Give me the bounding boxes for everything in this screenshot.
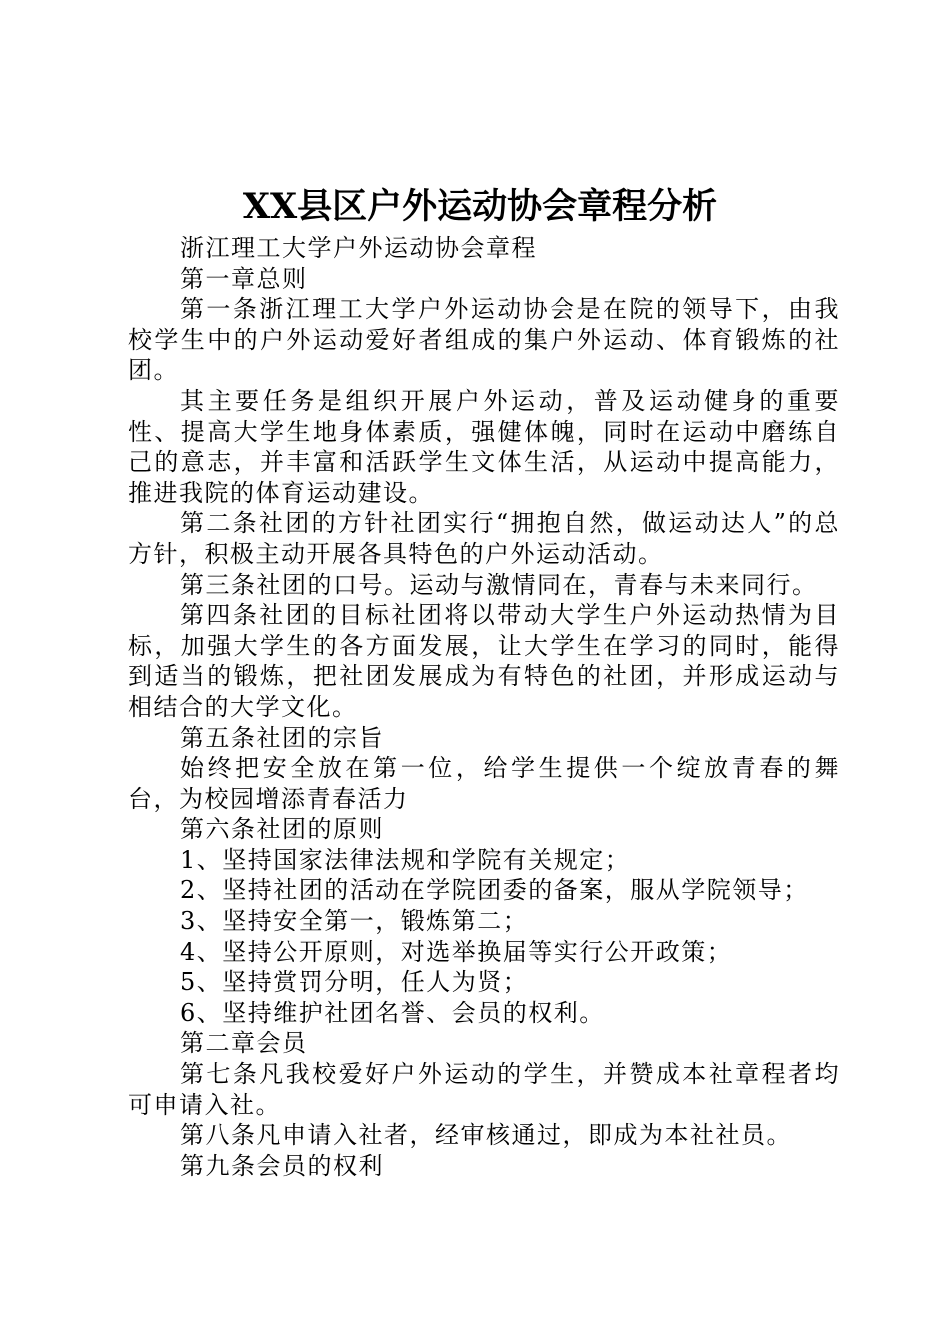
paragraph: 第四条社团的目标社团将以带动大学生户外运动热情为目标，加强大学生的各方面发展，让大学生在学习的同时，能得到适当的锻炼，把社团发展成为有特色的社团，并形成运动与相结合的大学文化。 xyxy=(128,601,840,721)
chapter-heading: 第二章会员 xyxy=(180,1029,308,1058)
list-item: 6、坚持维护社团名誉、会员的权利。 xyxy=(180,998,605,1027)
paragraph: 第八条凡申请入社者，经审核通过，即成为本社社员。 xyxy=(180,1121,792,1150)
paragraph: 第七条凡我校爱好户外运动的学生，并赞成本社章程者均可申请入社。 xyxy=(128,1060,840,1119)
paragraph: 其主要任务是组织开展户外运动，普及运动健身的重要性、提高大学生地身体素质，强健体魄，同时在运动中磨练自己的意志，并丰富和活跃学生文体生活，从运动中提高能力，推进我院的体育运动建设。 xyxy=(128,386,840,507)
paragraph: 第一条浙江理工大学户外运动协会是在院的领导下，由我校学生中的户外运动爱好者组成的集户外运动、体育锻炼的社团。 xyxy=(128,295,840,385)
list-item: 1、坚持国家法律法规和学院有关规定； xyxy=(180,845,631,874)
paragraph: 第六条社团的原则 xyxy=(180,815,384,844)
document-body xyxy=(128,233,840,1181)
paragraph: 第二条社团的方针社团实行“拥抱自然，做运动达人”的总方针，积极主动开展各具特色的户外运动活动。 xyxy=(128,509,840,568)
paragraph: 第五条社团的宗旨 xyxy=(180,723,384,752)
paragraph: 第九条会员的权利 xyxy=(180,1151,384,1180)
list-item: 5、坚持赏罚分明，任人为贤； xyxy=(180,968,529,997)
list-item: 3、坚持安全第一，锻炼第二； xyxy=(180,907,529,936)
list-item: 2、坚持社团的活动在学院团委的备案，服从学院领导； xyxy=(180,876,809,905)
chapter-heading: 第一章总则 xyxy=(180,264,308,293)
list-item: 4、坚持公开原则，对选举换届等实行公开政策； xyxy=(180,937,733,966)
paragraph: 第三条社团的口号。运动与激情同在，青春与未来同行。 xyxy=(180,570,818,599)
paragraph: 始终把安全放在第一位，给学生提供一个绽放青春的舞台，为校园增添青春活力 xyxy=(128,754,840,813)
document-title: XX县区户外运动协会章程分析 xyxy=(242,186,718,227)
paragraph-subtitle: 浙江理工大学户外运动协会章程 xyxy=(180,234,537,262)
